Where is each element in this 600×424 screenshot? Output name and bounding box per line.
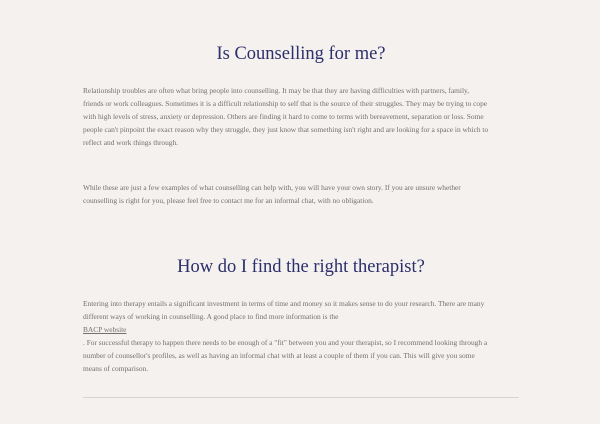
text-line: Entering into therapy entails a significant investment in terms of time and money so it makes sense to do your research. There are many: [83, 299, 485, 308]
text-line: with high levels of stress, anxiety or depression. Others are finding it hard to come to terms with bereavement, separation or loss. Some: [83, 112, 484, 122]
section-title-counselling: [83, 43, 519, 65]
bacp-website-link[interactable]: BACP website: [83, 325, 127, 335]
text-line: counselling is right for you, please feel free to contact me for an informal chat, with no obligation.: [83, 196, 374, 206]
text-line: number of counsellor's profiles, as well as having an informal chat with at least a couple of them if you can. This will give you some: [83, 351, 475, 361]
heading-find-right-therapist: How do I find the right therapist?: [177, 257, 425, 277]
text-line: people can't pinpoint the exact reason why they struggle, they just know that something isn't right and are looking for a space in which to: [83, 125, 489, 135]
text-line: While these are just a few examples of what counselling can help with, you will have your own story. If you are unsure whether: [83, 183, 461, 192]
section-divider: [83, 397, 519, 398]
heading-is-counselling-for-me: Is Counselling for me?: [216, 44, 386, 64]
section-title-therapist: [83, 256, 519, 278]
text-line: means of comparison.: [83, 364, 149, 374]
text-line: Relationship troubles are often what bring people into counselling. It may be that they are having difficulties with partners, family,: [83, 86, 470, 95]
text-line: . For successful therapy to happen there needs to be enough of a "fit" between you and your therapist, so I recommend looking through a: [83, 338, 488, 348]
text-line: different ways of working in counselling. A good place to find more information is the: [83, 312, 339, 322]
text-line: friends or work colleagues. Sometimes it is a difficult relationship to self that is the source of their struggles. They may be trying to cope: [83, 99, 488, 109]
paragraph-entering-therapy: [83, 297, 519, 375]
paragraph-your-own-story: [83, 181, 519, 207]
text-line: reflect and work things through.: [83, 138, 179, 148]
paragraph-relationship-troubles: [83, 84, 519, 149]
